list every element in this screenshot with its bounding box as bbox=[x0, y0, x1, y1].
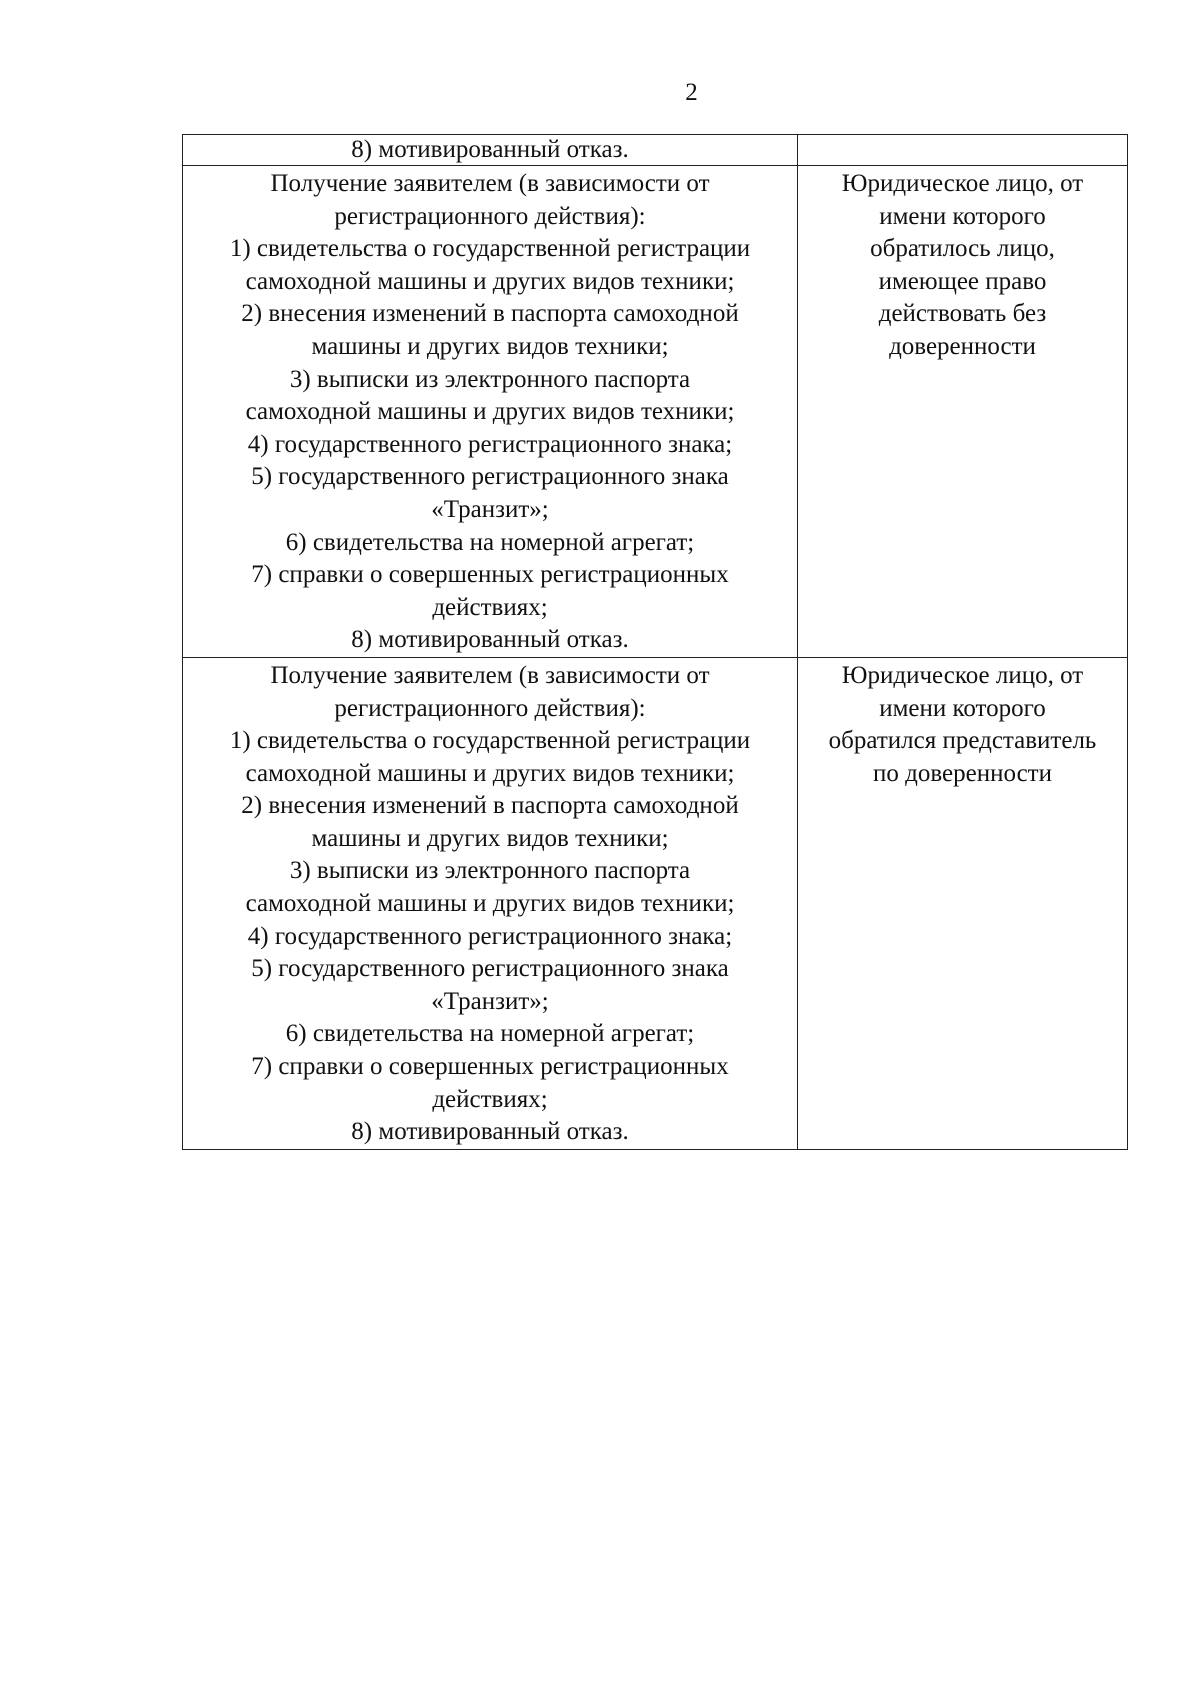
document-table bbox=[182, 134, 1128, 1150]
cell-text-line: 6) свидетельства на номерной агрегат; bbox=[285, 528, 695, 556]
page-number: 2 bbox=[685, 79, 698, 106]
cell-text-line: 2) внесения изменений в паспорта самоходной bbox=[241, 792, 739, 820]
table-row bbox=[183, 657, 1128, 1149]
table-cell-left bbox=[183, 166, 798, 658]
cell-text-line: обратилось лицо, bbox=[870, 235, 1055, 263]
cell-text-line: обратился представитель bbox=[828, 727, 1097, 755]
cell-text-line: 7) справки о совершенных регистрационных bbox=[251, 1053, 729, 1081]
cell-text-line: самоходной машины и других видов техники; bbox=[245, 890, 735, 918]
cell-text-line: 8) мотивированный отказ. bbox=[351, 136, 629, 163]
cell-text-line: «Транзит»; bbox=[431, 495, 549, 523]
table-cell-right bbox=[798, 657, 1128, 1149]
cell-text-line: Юридическое лицо, от bbox=[841, 661, 1084, 689]
table-cell-left bbox=[183, 135, 798, 166]
table-cell-left bbox=[183, 657, 798, 1149]
cell-text-line: имеющее право bbox=[878, 267, 1047, 295]
table-row bbox=[183, 166, 1128, 658]
table-cell-right bbox=[798, 135, 1128, 166]
cell-text-line: 8) мотивированный отказ. bbox=[351, 626, 629, 654]
cell-text-line: 5) государственного регистрационного знака bbox=[251, 463, 729, 491]
cell-text-line: самоходной машины и других видов техники; bbox=[245, 267, 735, 295]
table-row bbox=[183, 135, 1128, 166]
cell-text-line: 5) государственного регистрационного знака bbox=[251, 955, 729, 983]
cell-text-line: регистрационного действия): bbox=[334, 694, 646, 722]
cell-text-line: действиях; bbox=[432, 593, 548, 621]
cell-text-line: 3) выписки из электронного паспорта bbox=[289, 365, 691, 393]
cell-text-line: 3) выписки из электронного паспорта bbox=[289, 857, 691, 885]
table-cell-right bbox=[798, 166, 1128, 658]
cell-text-line: 1) свидетельства о государственной регистрации bbox=[229, 235, 751, 263]
cell-text-line: действиях; bbox=[432, 1085, 548, 1113]
cell-text-line: «Транзит»; bbox=[431, 987, 549, 1015]
cell-text-line: имени которого bbox=[879, 694, 1046, 722]
cell-text-line: Получение заявителем (в зависимости от bbox=[270, 170, 710, 197]
cell-text-line: по доверенности bbox=[873, 759, 1052, 787]
cell-text-line: 4) государственного регистрационного знака; bbox=[247, 922, 733, 950]
cell-text-line: регистрационного действия): bbox=[334, 202, 646, 230]
cell-text-line: машины и других видов техники; bbox=[311, 332, 669, 360]
cell-text-line: 1) свидетельства о государственной регистрации bbox=[229, 727, 751, 755]
cell-text-line: доверенности bbox=[889, 332, 1036, 360]
cell-text-line: Получение заявителем (в зависимости от bbox=[270, 661, 710, 689]
cell-text-line: 7) справки о совершенных регистрационных bbox=[251, 561, 729, 589]
cell-text-line: 8) мотивированный отказ. bbox=[351, 1118, 629, 1146]
cell-text-line: самоходной машины и других видов техники; bbox=[245, 759, 735, 787]
cell-text-line: Юридическое лицо, от bbox=[841, 170, 1084, 197]
cell-text-line: 2) внесения изменений в паспорта самоходной bbox=[241, 300, 739, 328]
cell-text-line: самоходной машины и других видов техники; bbox=[245, 398, 735, 426]
cell-text-line: имени которого bbox=[879, 202, 1046, 230]
cell-text-line: действовать без bbox=[878, 300, 1047, 328]
table-body bbox=[183, 135, 1128, 1150]
cell-text-line: 4) государственного регистрационного знака; bbox=[247, 430, 733, 458]
cell-text-line: машины и других видов техники; bbox=[311, 824, 669, 852]
cell-text-line: 6) свидетельства на номерной агрегат; bbox=[285, 1020, 695, 1048]
